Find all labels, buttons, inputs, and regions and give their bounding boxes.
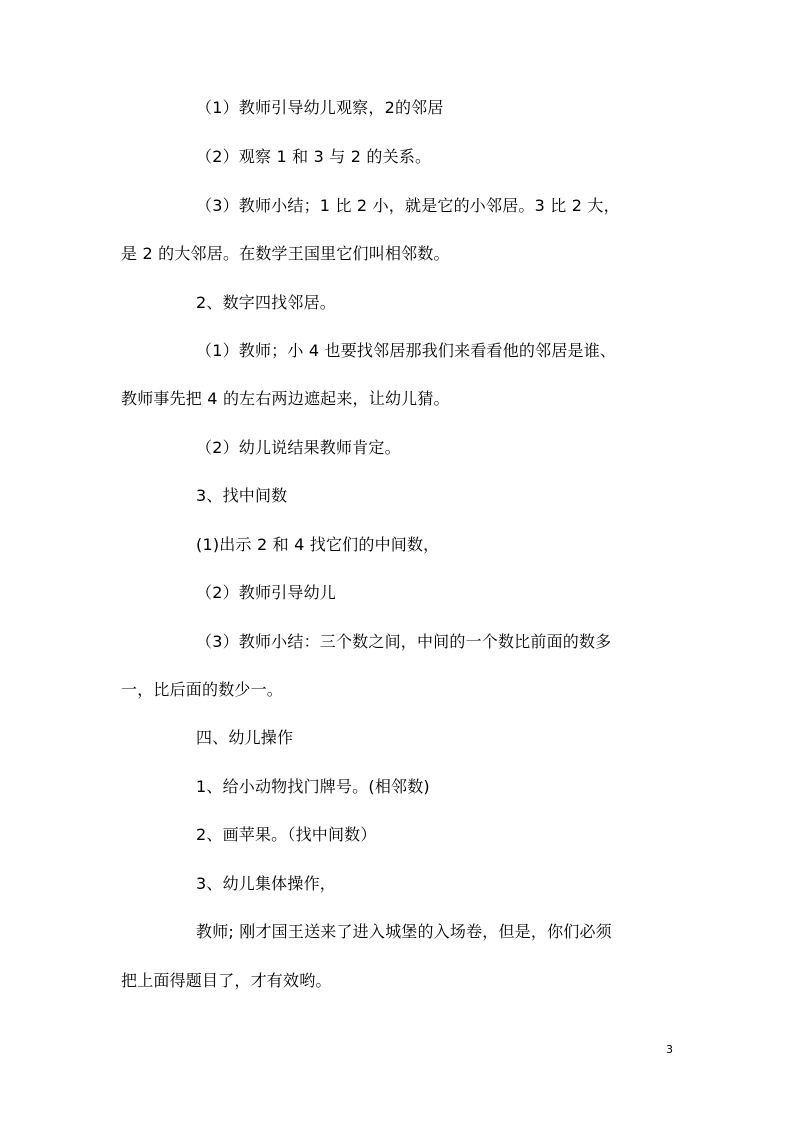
text-line-18: 教师; 刚才国王送来了进入城堡的入场卷，但是，你们必须 [196,922,612,941]
page-number: 3 [666,1043,673,1056]
text-line-1: （1）教师引导幼儿观察，2的邻居 [196,98,444,117]
text-line-17: 3、幼儿集体操作， [196,874,336,893]
text-line-16: 2、画苹果。（找中间数） [196,825,377,844]
text-line-11: （2）教师引导幼儿 [196,583,336,602]
text-line-7: 教师事先把 4 的左右两边遮起来，让幼儿猜。 [121,389,450,408]
text-line-19: 把上面得题目了，才有效哟。 [121,971,332,990]
text-line-10: (1)出示 2 和 4 找它们的中间数， [196,535,440,554]
text-line-12: （3）教师小结：三个数之间，中间的一个数比前面的数多 [196,632,612,651]
text-line-5: 2、数字四找邻居。 [196,293,336,312]
text-line-14: 四、幼儿操作 [196,728,294,747]
text-line-3: （3）教师小结；1 比 2 小，就是它的小邻居。3 比 2 大， [196,196,620,215]
text-line-8: （2）幼儿说结果教师肯定。 [196,438,401,457]
text-line-9: 3、找中间数 [196,486,288,505]
text-line-4: 是 2 的大邻居。在数学王国里它们叫相邻数。 [121,244,450,263]
text-line-6: （1）教师；小 4 也要找邻居那我们来看看他的邻居是谁、 [196,341,617,360]
text-line-15: 1、给小动物找门牌号。(相邻数) [196,777,430,796]
text-line-13: 一，比后面的数少一。 [121,680,284,699]
text-line-2: （2）观察 1 和 3 与 2 的关系。 [196,147,432,166]
